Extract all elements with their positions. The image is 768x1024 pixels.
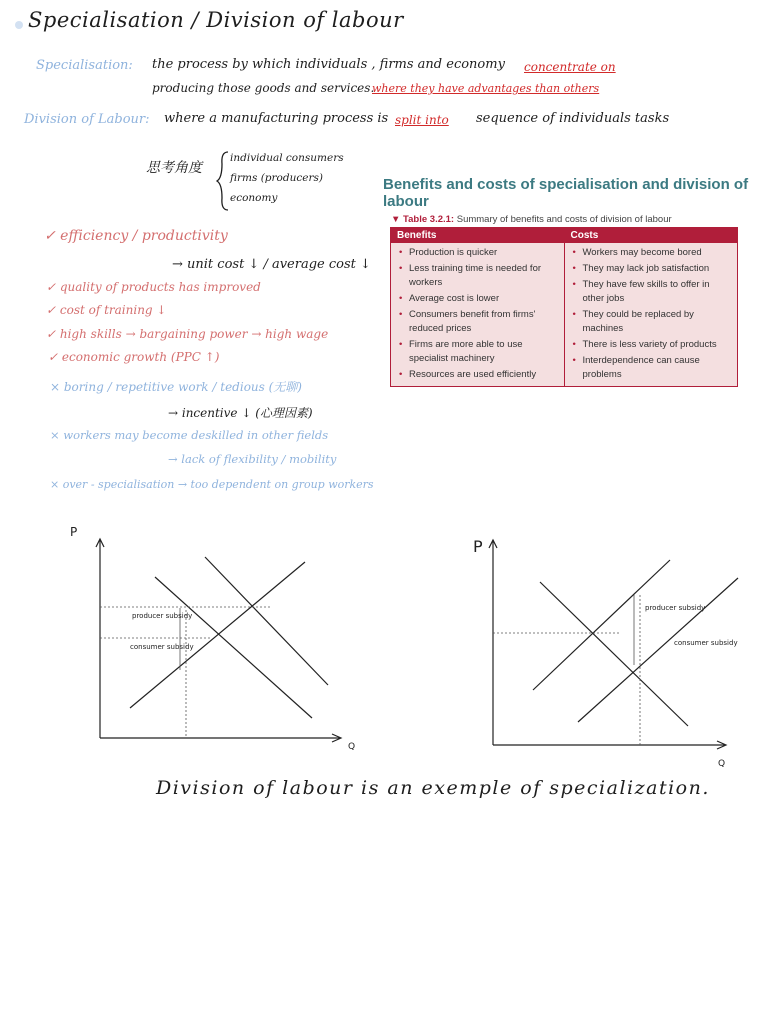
note-incentive: → incentive ↓ (心理因素): [168, 406, 313, 420]
costs-header: Costs: [564, 228, 738, 244]
specialisation-label: Specialisation:: [36, 58, 133, 73]
specialisation-highlight-1: concentrate on: [524, 60, 616, 74]
perspective-label: 思考角度: [146, 160, 202, 176]
note-skills: ✓ high skills → bargaining power → high wage: [46, 327, 329, 341]
subsidy-graph-right: [460, 530, 760, 770]
brace-icon: [216, 150, 230, 212]
division-label: Division of Labour:: [24, 112, 150, 127]
specialisation-definition-2: producing those goods and services.: [152, 81, 375, 95]
table-caption: [391, 214, 763, 225]
caret-down-icon: ▼: [391, 214, 401, 225]
cost-item: • There is less variety of products: [583, 338, 734, 352]
costs-column: [564, 243, 738, 387]
cost-item: • Workers may become bored: [583, 246, 734, 260]
consumer-subsidy-label: consumer subsidy: [130, 643, 194, 651]
demand-curve-shifted: [205, 557, 328, 685]
consumer-subsidy-label: consumer subsidy: [674, 639, 738, 647]
y-axis-label: P: [70, 525, 78, 539]
note-training: ✓ cost of training ↓: [46, 303, 167, 317]
specialisation-definition: the process by which individuals , firms and economy: [152, 57, 505, 72]
perspective-item: economy: [230, 192, 278, 204]
benefits-column: [391, 243, 565, 387]
benefits-costs-panel: [383, 176, 763, 387]
supply-curve: [533, 560, 670, 690]
producer-subsidy-label: producer subsidy: [132, 612, 193, 620]
benefit-item: • Resources are used efficiently: [409, 368, 560, 382]
bullet-dot: [15, 21, 23, 29]
conclusion-text: Division of labour is an exemple of specialization.: [156, 777, 710, 799]
table-caption-text: Summary of benefits and costs of division of labour: [456, 214, 672, 225]
benefits-header: Benefits: [391, 228, 565, 244]
note-boring: × boring / repetitive work / tedious (无聊): [50, 380, 302, 394]
cost-item: • They have few skills to offer in other jobs: [583, 278, 734, 306]
note-efficiency: ✓ efficiency / productivity: [44, 228, 228, 244]
panel-heading: Benefits and costs of specialisation and division of labour: [383, 176, 749, 210]
note-deskilled: × workers may become deskilled in other fields: [50, 428, 329, 442]
benefit-item: • Average cost is lower: [409, 292, 560, 306]
x-axis-label: Q: [718, 759, 726, 769]
division-definition: where a manufacturing process is: [164, 111, 389, 126]
summary-table: [390, 227, 738, 387]
supply-curve-shifted: [578, 578, 738, 722]
cost-item: • Interdependence can cause problems: [583, 354, 734, 382]
cost-item: • They could be replaced by machines: [583, 308, 734, 336]
specialisation-highlight-2: where they have advantages than others: [372, 82, 600, 95]
benefit-item: • Firms are more able to use specialist machinery: [409, 338, 560, 366]
page-title: Specialisation / Division of labour: [28, 8, 404, 32]
division-highlight: split into: [395, 113, 449, 127]
subsidy-graph-left: [60, 520, 380, 760]
note-growth: ✓ economic growth (PPC ↑): [48, 350, 220, 364]
producer-subsidy-label: producer subsidy: [645, 604, 706, 612]
benefit-item: • Consumers benefit from firms' reduced prices: [409, 308, 560, 336]
y-axis-label: P: [473, 537, 483, 556]
note-over-specialisation: × over - specialisation → too dependent on group workers: [50, 478, 374, 491]
supply-curve: [130, 562, 305, 708]
table-caption-ref: Table 3.2.1:: [403, 214, 455, 225]
note-unit-cost: → unit cost ↓ / average cost ↓: [172, 257, 371, 272]
note-quality: ✓ quality of products has improved: [46, 280, 261, 294]
benefit-item: • Less training time is needed for workers: [409, 262, 560, 290]
cost-item: • They may lack job satisfaction: [583, 262, 734, 276]
division-definition-2: sequence of individuals tasks: [476, 111, 670, 126]
note-flexibility: → lack of flexibility / mobility: [168, 452, 337, 466]
x-axis-label: Q: [348, 742, 356, 752]
benefit-item: • Production is quicker: [409, 246, 560, 260]
perspective-item: firms (producers): [230, 172, 323, 184]
perspective-item: individual consumers: [230, 152, 344, 164]
